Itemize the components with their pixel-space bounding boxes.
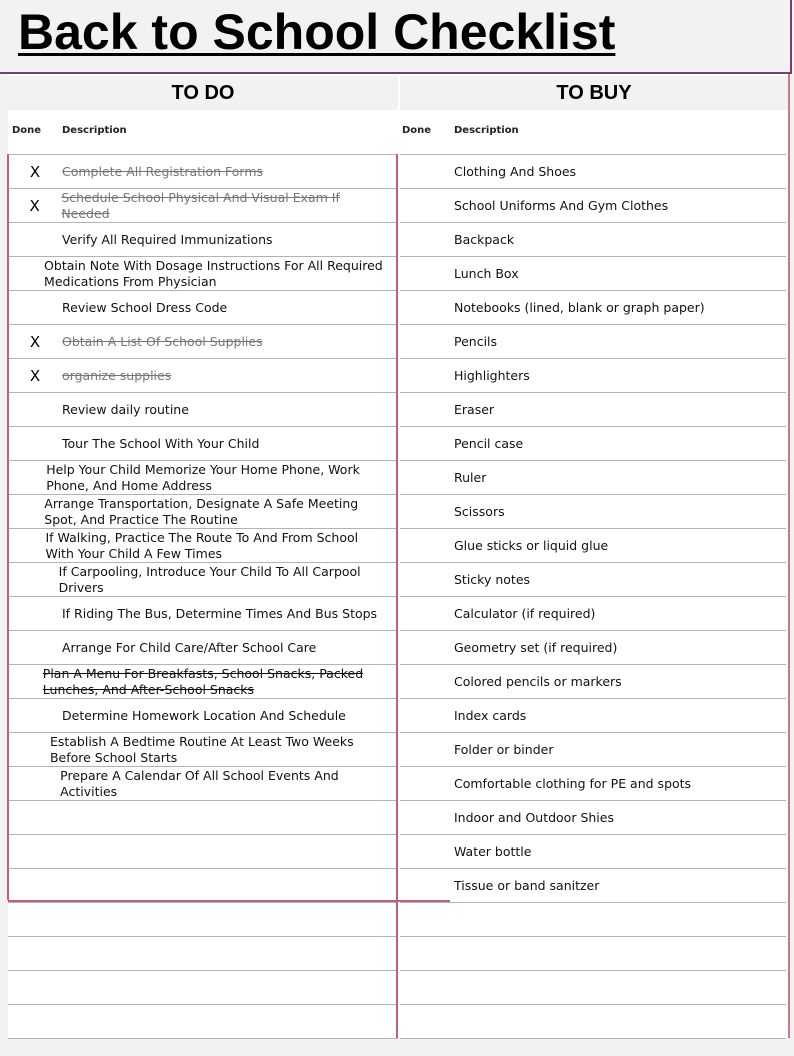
tobuy-description: School Uniforms And Gym Clothes xyxy=(454,197,669,213)
tobuy-description: Ruler xyxy=(454,469,487,485)
todo-row[interactable] xyxy=(8,869,398,903)
todo-row[interactable] xyxy=(8,597,398,631)
todo-description: Determine Homework Location And Schedule xyxy=(62,707,346,723)
todo-row[interactable] xyxy=(8,699,398,733)
tobuy-row[interactable] xyxy=(400,189,786,223)
tobuy-description: Geometry set (if required) xyxy=(454,639,618,655)
tobuy-row[interactable] xyxy=(400,563,786,597)
tobuy-description: Index cards xyxy=(454,707,527,723)
todo-description: Schedule School Physical And Visual Exam If Needed xyxy=(61,189,340,221)
tobuy-row[interactable] xyxy=(400,1005,786,1039)
tobuy-row[interactable] xyxy=(400,869,786,903)
tobuy-row[interactable] xyxy=(400,733,786,767)
todo-description: Review daily routine xyxy=(62,401,189,417)
todo-description-header: Description xyxy=(62,125,127,136)
checklist-sheet xyxy=(8,74,790,1038)
tobuy-description: Scissors xyxy=(454,503,505,519)
tobuy-description: Folder or binder xyxy=(454,741,554,757)
todo-bottom-rule xyxy=(8,900,450,902)
todo-description: If Riding The Bus, Determine Times And Bus Stops xyxy=(62,605,378,621)
tobuy-row[interactable] xyxy=(400,155,786,189)
todo-row[interactable] xyxy=(8,733,398,767)
todo-row[interactable] xyxy=(8,971,398,1005)
tobuy-row[interactable] xyxy=(400,971,786,1005)
todo-row[interactable] xyxy=(8,257,398,291)
todo-description: Obtain A List Of School Supplies xyxy=(62,333,263,349)
todo-row[interactable] xyxy=(8,189,398,223)
todo-row[interactable] xyxy=(8,359,398,393)
tobuy-description: Colored pencils or markers xyxy=(454,673,622,689)
tobuy-row[interactable] xyxy=(400,699,786,733)
todo-done-checkbox[interactable]: X xyxy=(29,196,40,215)
tobuy-row[interactable] xyxy=(400,427,786,461)
todo-row[interactable] xyxy=(8,155,398,189)
tobuy-row[interactable] xyxy=(400,495,786,529)
tobuy-row[interactable] xyxy=(400,631,786,665)
todo-description: Establish A Bedtime Routine At Least Two Weeks Before School Starts xyxy=(49,733,354,765)
tobuy-description: Clothing And Shoes xyxy=(454,163,577,179)
tobuy-row[interactable] xyxy=(400,461,786,495)
tobuy-row[interactable] xyxy=(400,665,786,699)
todo-description: Plan A Menu For Breakfasts, School Snacks, Packed Lunches, And After-School Snacks xyxy=(42,665,364,697)
tobuy-row[interactable] xyxy=(400,223,786,257)
todo-description: Complete All Registration Forms xyxy=(62,163,264,179)
todo-row[interactable] xyxy=(8,427,398,461)
tobuy-description: Eraser xyxy=(454,401,495,417)
todo-row[interactable] xyxy=(8,1005,398,1039)
tobuy-table xyxy=(400,154,786,1039)
tobuy-row[interactable] xyxy=(400,801,786,835)
title-bar xyxy=(0,0,792,74)
tobuy-row[interactable] xyxy=(400,393,786,427)
todo-row[interactable] xyxy=(8,631,398,665)
tobuy-row[interactable] xyxy=(400,903,786,937)
todo-description: Obtain Note With Dosage Instructions For All Required Medications From Physician xyxy=(44,257,383,289)
todo-done-checkbox[interactable]: X xyxy=(29,366,41,385)
todo-heading: TO DO xyxy=(8,76,398,110)
tobuy-description: Comfortable clothing for PE and spots xyxy=(454,775,692,791)
tobuy-description: Notebooks (lined, blank or graph paper) xyxy=(454,299,705,315)
todo-description: If Carpooling, Introduce Your Child To All Carpool Drivers xyxy=(58,563,361,595)
todo-description: Prepare A Calendar Of All School Events And Activities xyxy=(60,767,339,799)
tobuy-description: Pencil case xyxy=(454,435,524,451)
todo-row[interactable] xyxy=(8,665,398,699)
todo-done-header: Done xyxy=(12,125,42,136)
todo-row[interactable] xyxy=(8,937,398,971)
page-title: Back to School Checklist xyxy=(18,4,616,60)
center-divider-line xyxy=(396,154,398,1038)
todo-description: Arrange For Child Care/After School Care xyxy=(62,639,317,655)
todo-description: If Walking, Practice The Route To And From School With Your Child A Few Times xyxy=(45,529,359,561)
todo-done-checkbox[interactable]: X xyxy=(29,162,41,181)
tobuy-description: Glue sticks or liquid glue xyxy=(454,537,609,553)
todo-description: organize supplies xyxy=(62,367,172,383)
tobuy-description: Indoor and Outdoor Shies xyxy=(454,809,614,825)
todo-done-checkbox[interactable]: X xyxy=(29,332,41,351)
tobuy-row[interactable] xyxy=(400,257,786,291)
tobuy-row[interactable] xyxy=(400,767,786,801)
tobuy-row[interactable] xyxy=(400,325,786,359)
tobuy-row[interactable] xyxy=(400,937,786,971)
todo-row[interactable] xyxy=(8,325,398,359)
todo-row[interactable] xyxy=(8,393,398,427)
tobuy-description: Water bottle xyxy=(454,843,532,859)
tobuy-heading: TO BUY xyxy=(400,76,788,110)
todo-row[interactable] xyxy=(8,495,398,529)
tobuy-description: Pencils xyxy=(454,333,498,349)
todo-description: Review School Dress Code xyxy=(62,299,228,315)
tobuy-description: Tissue or band sanitzer xyxy=(454,877,600,893)
todo-description: Help Your Child Memorize Your Home Phone, Work Phone, And Home Address xyxy=(46,461,360,493)
tobuy-row[interactable] xyxy=(400,291,786,325)
todo-description: Verify All Required Immunizations xyxy=(62,231,273,247)
left-border-line xyxy=(7,154,9,900)
todo-row[interactable] xyxy=(8,461,398,495)
tobuy-done-header: Done xyxy=(402,125,432,136)
todo-row[interactable] xyxy=(8,801,398,835)
todo-description: Tour The School With Your Child xyxy=(62,435,260,451)
todo-row[interactable] xyxy=(8,529,398,563)
todo-row[interactable] xyxy=(8,223,398,257)
todo-row[interactable] xyxy=(8,767,398,801)
todo-row[interactable] xyxy=(8,291,398,325)
todo-table xyxy=(8,154,398,1039)
tobuy-description: Backpack xyxy=(454,231,515,247)
tobuy-description: Lunch Box xyxy=(454,265,519,281)
tobuy-description: Highlighters xyxy=(454,367,530,383)
todo-row[interactable] xyxy=(8,903,398,937)
tobuy-description: Calculator (if required) xyxy=(454,605,596,621)
tobuy-row[interactable] xyxy=(400,597,786,631)
tobuy-row[interactable] xyxy=(400,359,786,393)
tobuy-row[interactable] xyxy=(400,529,786,563)
tobuy-row[interactable] xyxy=(400,835,786,869)
todo-description: Arrange Transportation, Designate A Safe Meeting Spot, And Practice The Routine xyxy=(44,495,359,527)
todo-row[interactable] xyxy=(8,563,398,597)
tobuy-description: Sticky notes xyxy=(454,571,531,587)
todo-row[interactable] xyxy=(8,835,398,869)
tobuy-description-header: Description xyxy=(454,125,519,136)
